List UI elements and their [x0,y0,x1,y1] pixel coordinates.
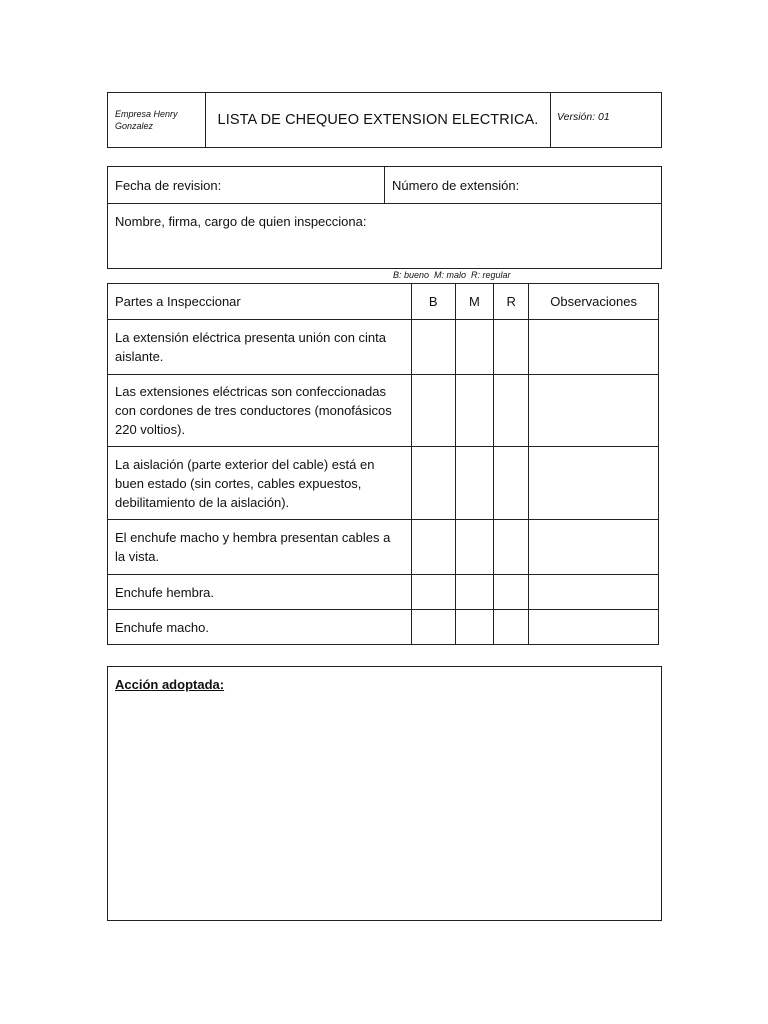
rating-b-cell[interactable] [411,320,455,375]
rating-r-cell[interactable] [494,575,529,610]
rating-m-cell[interactable] [455,447,493,520]
rating-m-cell[interactable] [455,320,493,375]
rating-b-cell[interactable] [411,610,455,645]
inspection-item: Enchufe macho. [108,610,412,645]
rating-r-cell[interactable] [494,447,529,520]
revision-date-label: Fecha de revision: [115,177,222,193]
header-parts: Partes a Inspeccionar [108,284,412,320]
extension-number-field[interactable] [385,167,661,203]
observation-cell[interactable] [529,520,659,575]
rating-b-cell[interactable] [411,447,455,520]
document-title: LISTA DE CHEQUEO EXTENSION ELECTRICA. [206,93,551,147]
inspector-field[interactable] [108,204,661,239]
header-bueno: B [411,284,455,320]
company-name: Empresa Henry Gonzalez [108,93,206,147]
table-header-row [108,284,659,320]
action-taken-box[interactable] [107,666,662,921]
table-row [108,610,659,645]
observation-cell[interactable] [529,610,659,645]
inspection-item: Las extensiones eléctricas son confeccionadas con cordones de tres conductores (monofásicos 220 voltios). [108,375,412,447]
header-observaciones: Observaciones [529,284,659,320]
rating-legend: B: bueno M: malo R: regular [393,270,511,280]
inspection-item: El enchufe macho y hembra presentan cables a la vista. [108,520,412,575]
header-regular: R [494,284,529,320]
table-row [108,520,659,575]
table-row [108,375,659,447]
checklist-table [107,283,659,645]
rating-r-cell[interactable] [494,610,529,645]
inspector-label: Nombre, firma, cargo de quien inspecciona: [115,214,367,229]
rating-m-cell[interactable] [455,575,493,610]
rating-b-cell[interactable] [411,375,455,447]
rating-r-cell[interactable] [494,320,529,375]
inspection-item: La extensión eléctrica presenta unión con cinta aislante. [108,320,412,375]
inspection-item: La aislación (parte exterior del cable) está en buen estado (sin cortes, cables expuestos, debilitamiento de la aislación). [108,447,412,520]
inspection-item: Enchufe hembra. [108,575,412,610]
table-row [108,320,659,375]
rating-b-cell[interactable] [411,520,455,575]
version-label: Versión: 01 [557,111,610,123]
rating-m-cell[interactable] [455,375,493,447]
extension-number-label: Número de extensión: [392,177,520,193]
rating-r-cell[interactable] [494,520,529,575]
revision-date-field[interactable] [108,167,385,203]
observation-cell[interactable] [529,375,659,447]
rating-r-cell[interactable] [494,375,529,447]
rating-m-cell[interactable] [455,520,493,575]
rating-m-cell[interactable] [455,610,493,645]
observation-cell[interactable] [529,575,659,610]
observation-cell[interactable] [529,320,659,375]
observation-cell[interactable] [529,447,659,520]
document-header [107,92,662,148]
action-taken-label: Acción adoptada: [115,677,225,692]
inspection-info [107,166,662,269]
rating-b-cell[interactable] [411,575,455,610]
table-row [108,575,659,610]
header-malo: M [455,284,493,320]
table-row [108,447,659,520]
